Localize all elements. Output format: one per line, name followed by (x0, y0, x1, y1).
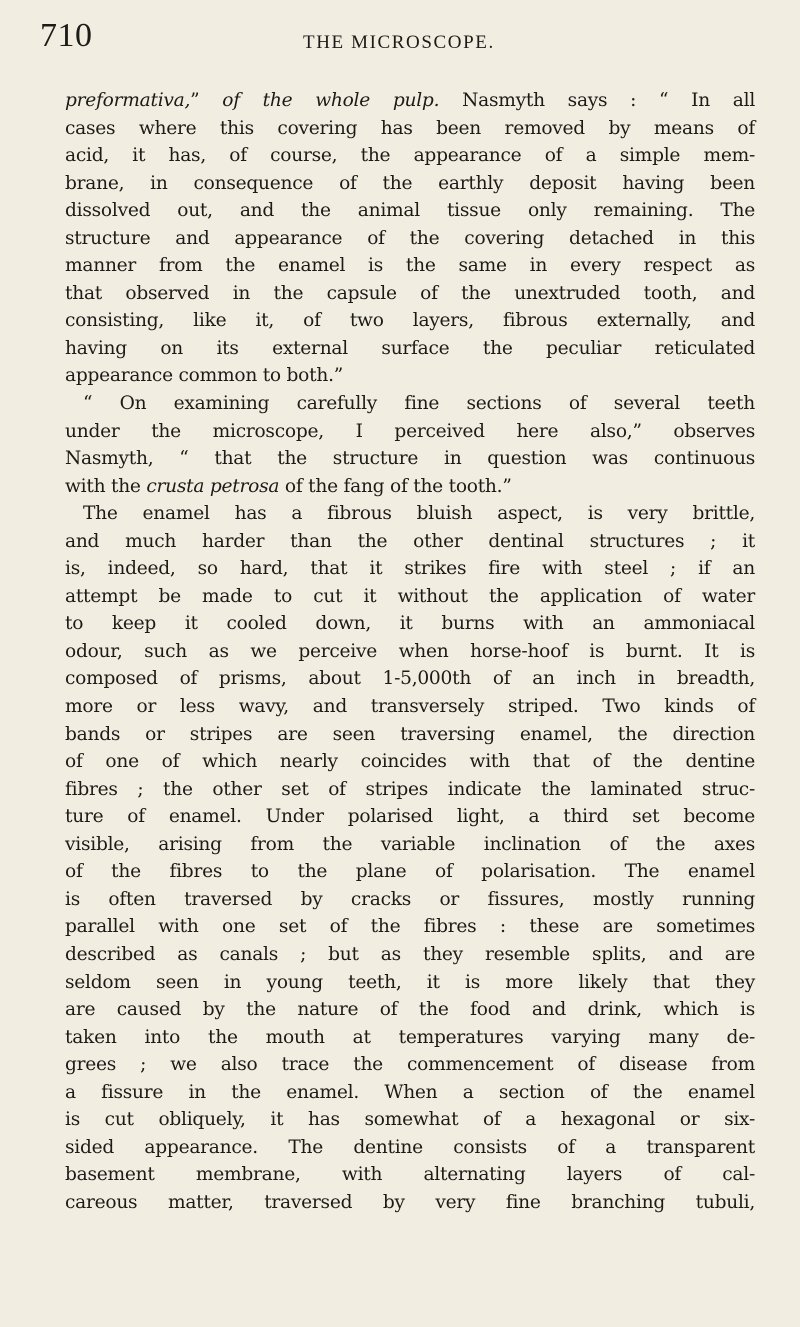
text-segment: dissolved out, and the animal tissue only remaining. The (65, 200, 755, 222)
text-line (65, 638, 755, 666)
text-segment: of one of which nearly coincides with that of the dentine (65, 751, 755, 773)
text-line (65, 142, 755, 170)
text-segment: parallel with one set of the fibres : these are sometimes (65, 916, 755, 938)
text-line (65, 1024, 755, 1052)
text-line (65, 610, 755, 638)
text-segment: of the fibres to the plane of polarisation. The enamel (65, 861, 755, 883)
text-segment: described as canals ; but as they resemble splits, and are (65, 943, 755, 965)
text-segment: visible, arising from the variable inclination of the axes (65, 833, 755, 855)
text-segment: cases where this covering has been removed by means of (65, 117, 755, 139)
text-segment: “ On examining carefully fine sections of several teeth (83, 393, 755, 415)
text-line (65, 941, 755, 969)
text-line (65, 1051, 755, 1079)
text-segment: basement membrane, with alternating layers of cal- (65, 1164, 755, 1186)
text-line (65, 1106, 755, 1134)
text-segment: The enamel has a fibrous bluish aspect, is very brittle, (83, 503, 755, 525)
text-line (65, 335, 755, 363)
text-segment: manner from the enamel is the same in every respect as (65, 255, 755, 277)
text-segment: is, indeed, so hard, that it strikes fire with steel ; if an (65, 558, 755, 580)
page-number: 710 (40, 17, 93, 54)
text-segment: having on its external surface the peculiar reticulated (65, 337, 755, 359)
body-text (65, 87, 755, 1216)
text-segment: attempt be made to cut it without the application of water (65, 585, 755, 607)
text-segment: that observed in the capsule of the unextruded tooth, and (65, 282, 755, 304)
text-line (65, 528, 755, 556)
text-line (65, 858, 755, 886)
text-segment: under the microscope, I perceived here also,” observes (65, 420, 755, 442)
text-segment: and much harder than the other dentinal structures ; it (65, 530, 755, 552)
italic-text: crusta petrosa (146, 475, 280, 497)
text-segment: with the (65, 475, 147, 497)
text-line (65, 170, 755, 198)
text-line (65, 445, 755, 473)
text-segment: grees ; we also trace the commencement of disease from (65, 1054, 755, 1076)
text-segment: consisting, like it, of two layers, fibrous externally, and (65, 310, 755, 332)
text-segment: of the fang of the tooth.” (279, 475, 512, 497)
text-segment: Nasmyth, “ that the structure in question was continuous (65, 448, 755, 470)
text-line (65, 1079, 755, 1107)
text-line (65, 418, 755, 446)
text-line (65, 803, 755, 831)
text-line (65, 831, 755, 859)
text-segment: fibres ; the other set of stripes indicate the laminated struc- (65, 778, 755, 800)
text-line (65, 280, 755, 308)
italic-text: preformativa, (65, 90, 191, 111)
text-line (65, 225, 755, 253)
text-segment: composed of prisms, about 1-5,000th of an inch in breadth, (65, 668, 755, 690)
text-segment: odour, such as we perceive when horse-hoof is burnt. It is (65, 640, 755, 662)
text-line (65, 362, 755, 390)
text-line (65, 307, 755, 335)
text-line (65, 913, 755, 941)
text-segment: are caused by the nature of the food and drink, which is (65, 999, 755, 1021)
text-line (65, 693, 755, 721)
text-segment: structure and appearance of the covering detached in this (65, 227, 755, 249)
text-line (65, 500, 755, 528)
text-line (65, 721, 755, 749)
text-segment: acid, it has, of course, the appearance of a simple mem- (65, 145, 755, 167)
text-line (65, 583, 755, 611)
text-line (65, 115, 755, 143)
text-line (65, 776, 755, 804)
text-line (65, 555, 755, 583)
text-line (65, 1161, 755, 1189)
text-segment: bands or stripes are seen traversing enamel, the direction (65, 723, 755, 745)
text-segment: taken into the mouth at temperatures varying many de- (65, 1026, 755, 1048)
text-line (65, 197, 755, 225)
text-segment: brane, in consequence of the earthly deposit having been (65, 172, 755, 194)
text-segment: seldom seen in young teeth, it is more likely that they (65, 971, 755, 993)
text-line (65, 87, 755, 115)
text-line (65, 886, 755, 914)
text-segment: ” (190, 90, 223, 111)
text-line (65, 390, 755, 418)
text-segment: a fissure in the enamel. When a section of the enamel (65, 1081, 755, 1103)
text-segment: Nasmyth says : “ In all (439, 90, 756, 111)
text-line (65, 1134, 755, 1162)
text-segment: sided appearance. The dentine consists of a transparent (65, 1136, 755, 1158)
text-segment: is often traversed by cracks or fissures, mostly running (65, 888, 755, 910)
text-line (65, 996, 755, 1024)
text-line (65, 252, 755, 280)
page-header (40, 14, 760, 62)
text-segment: to keep it cooled down, it burns with an ammoniacal (65, 613, 755, 635)
running-title: THE MICROSCOPE. (303, 32, 495, 53)
italic-text: of the whole pulp. (222, 90, 440, 111)
text-line (65, 748, 755, 776)
text-segment: more or less wavy, and transversely striped. Two kinds of (65, 696, 755, 718)
text-line (65, 1189, 755, 1217)
text-line (65, 665, 755, 693)
text-line (65, 969, 755, 997)
text-segment: careous matter, traversed by very fine branching tubuli, (65, 1191, 755, 1213)
text-segment: appearance common to both.” (65, 365, 343, 387)
text-segment: ture of enamel. Under polarised light, a third set become (65, 806, 755, 828)
text-segment: is cut obliquely, it has somewhat of a hexagonal or six- (65, 1109, 755, 1131)
text-line (65, 473, 755, 501)
